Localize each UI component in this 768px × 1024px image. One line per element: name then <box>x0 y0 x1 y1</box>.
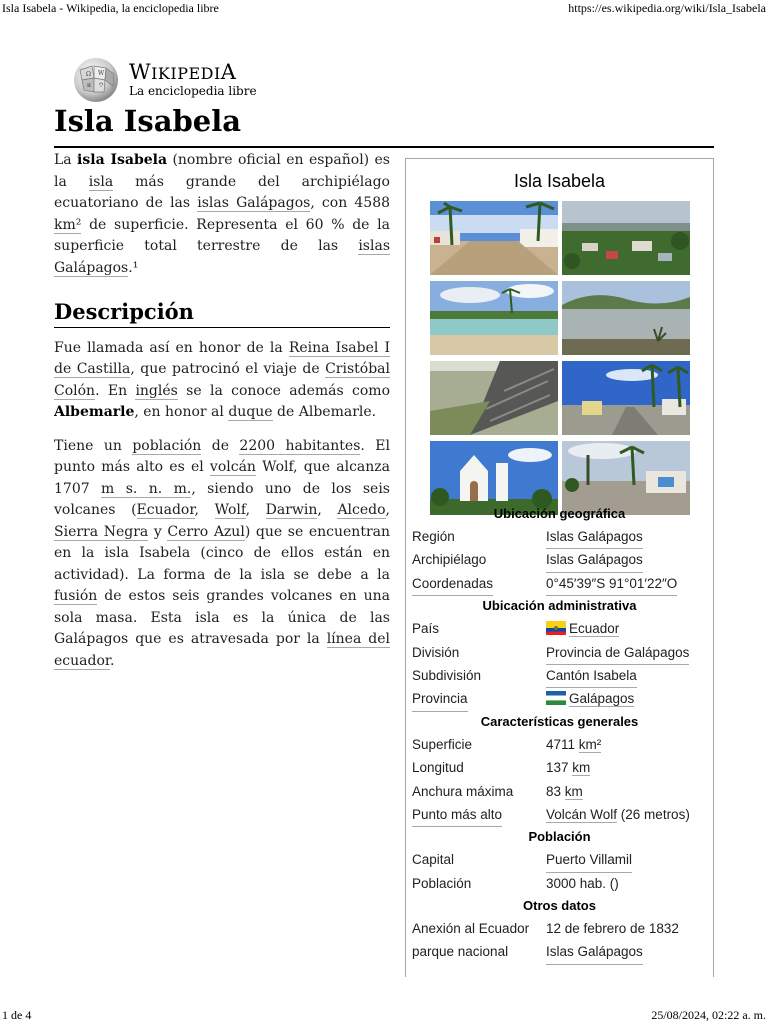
infobox-row-longitud: Longitud 137 km <box>412 760 591 776</box>
link-islas-galapagos-2[interactable]: islas Galápagos <box>54 238 390 276</box>
link-darwin[interactable]: Darwin <box>265 502 318 518</box>
infobox-title: Isla Isabela <box>513 171 606 191</box>
print-page-number: 1 de 4 <box>2 1008 32 1022</box>
link-km2-superficie[interactable]: km² <box>578 736 602 752</box>
wikipedia-globe-icon <box>72 56 120 104</box>
infobox-row-capital: Capital Puerto Villamil <box>406 848 713 871</box>
link-coordenadas[interactable]: 0°45′39″S 91°01′22″O <box>546 572 677 596</box>
infobox-row-pais: País Ecuador <box>412 621 620 637</box>
infobox-row-archipielago: Archipiélago Islas Galápagos <box>406 548 713 571</box>
print-header <box>0 0 768 16</box>
photo-town-aerial[interactable] <box>562 201 690 275</box>
link-volcan-wolf[interactable]: Volcán Wolf <box>546 806 618 822</box>
infobox-row-coordenadas <box>406 572 713 595</box>
print-page-title: Isla Isabela - Wikipedia, la enciclopedia libre <box>2 1 219 15</box>
photo-town-street-image <box>562 361 690 435</box>
photo-stone-wall[interactable] <box>430 361 558 435</box>
photo-town-aerial-image <box>562 201 690 275</box>
photo-street-palms-image <box>430 201 558 275</box>
svg-text:Ω: Ω <box>86 71 91 78</box>
link-linea-ecuador[interactable]: línea del ecuador <box>54 631 390 669</box>
svg-text:W: W <box>98 70 105 77</box>
section-heading-descripcion: Descripción <box>54 301 390 328</box>
link-volcan[interactable]: volcán <box>209 459 256 475</box>
link-habitantes[interactable]: 2200 habitantes <box>239 437 361 454</box>
link-galapagos[interactable]: Galápagos <box>569 691 635 707</box>
link-region[interactable]: Islas Galápagos <box>546 525 643 549</box>
description-paragraph-1: Fue llamada así en honor de la Reina Isabel I de Castilla, que patrocinó el viaje de Cristóbal Colón. En inglés se la conoce además como Albemarle, en honor al duque de Albemarle. <box>54 339 391 420</box>
link-km2[interactable]: km² <box>54 216 82 233</box>
photo-town-street[interactable] <box>562 361 690 435</box>
infobox-row-poblacion: Población 3000 hab. () <box>412 875 619 891</box>
photo-beach-lagoon-image <box>430 281 558 355</box>
link-ingles[interactable]: inglés <box>135 382 178 399</box>
galapagos-flag-icon <box>546 691 566 705</box>
link-parque-nacional[interactable]: Islas Galápagos <box>546 940 643 964</box>
print-url: https://es.wikipedia.org/wiki/Isla_Isabela <box>568 1 766 15</box>
infobox-data <box>406 503 713 964</box>
infobox-row-anexion: Anexión al Ecuador 12 de febrero de 1832 <box>412 921 679 937</box>
wikipedia-tagline: La enciclopedia libre <box>129 84 257 98</box>
article-body <box>54 150 390 684</box>
infobox-row-punto-mas-alto: Punto más alto Volcán Wolf (26 metros) <box>406 803 713 826</box>
infobox-row-parque: parque nacional Islas Galápagos <box>406 940 713 963</box>
print-footer <box>0 1008 768 1024</box>
infobox-header-geografica: Ubicación geográfica <box>493 506 626 521</box>
infobox-row-subdivision: Subdivisión Cantón Isabela <box>406 664 713 687</box>
infobox-header-caracteristicas: Características generales <box>480 713 639 729</box>
link-archipielago[interactable]: Islas Galápagos <box>546 548 643 572</box>
link-islas-galapagos[interactable]: islas Galápagos <box>197 195 311 211</box>
link-coordenadas-label[interactable]: Coordenadas <box>412 572 493 596</box>
link-puerto-villamil[interactable]: Puerto Villamil <box>546 848 632 872</box>
link-km-longitud[interactable]: km <box>572 760 591 776</box>
infobox-row-region: Región Islas Galápagos <box>406 525 713 548</box>
link-provincia-label[interactable]: Provincia <box>412 687 468 711</box>
link-km-anchura[interactable]: km <box>564 783 583 799</box>
print-datetime: 25/08/2024, 02:22 a. m. <box>651 1008 766 1022</box>
infobox-header-otros: Otros datos <box>523 898 596 914</box>
link-wolf[interactable]: Wolf <box>214 502 246 518</box>
infobox-row-anchura: Anchura máxima 83 km <box>412 783 583 799</box>
link-punto-mas-alto[interactable]: Punto más alto <box>412 803 502 827</box>
infobox-row-division: División Provincia de Galápagos <box>406 641 713 664</box>
link-poblacion[interactable]: población <box>132 437 202 454</box>
link-isla[interactable]: isla <box>88 173 114 190</box>
link-canton-isabela[interactable]: Cantón Isabela <box>546 664 637 688</box>
page-title: Isla Isabela <box>54 104 242 138</box>
link-cristobal-colon[interactable]: Cristóbal Colón <box>54 361 390 399</box>
infobox-row-superficie: Superficie 4711 km² <box>412 736 602 752</box>
description-paragraph-2: Tiene un población de 2200 habitantes. El punto más alto es el volcán Wolf, que alcanza 1707 m s. n. m., siendo uno de los seis volcanes (Ecuador, Wolf, Darwin, Alcedo, Sierra Negra y Cerro Azul) que se encuentran en la isla Isabela (cinco de ellos están en actividad). La forma de la isla se debe a la fusión de estos seis grandes volcanes en una sola masa. Esta isla es la única de las Galápagos que es atravesada por la línea del ecuador. <box>54 437 391 669</box>
svg-text:ウ: ウ <box>98 82 105 89</box>
wikipedia-logo[interactable] <box>72 56 272 104</box>
photo-stone-wall-image <box>430 361 558 435</box>
infobox-header-administrativa: Ubicación administrativa <box>482 598 637 614</box>
link-cerro-azul[interactable]: Cerro Azul <box>167 523 245 540</box>
link-sierra-negra[interactable]: Sierra Negra <box>54 523 149 540</box>
link-ecuador-volcan[interactable]: Ecuador <box>136 502 195 518</box>
infobox-photo-gallery <box>430 201 690 501</box>
ecuador-flag-icon <box>546 621 566 635</box>
photo-beach-lagoon[interactable] <box>430 281 558 355</box>
wikipedia-wordmark: WIKIPEDIA <box>129 60 237 84</box>
link-duque[interactable]: duque <box>228 404 273 420</box>
infobox-row-provincia <box>406 687 713 710</box>
link-provincia-galapagos[interactable]: Provincia de Galápagos <box>546 641 689 665</box>
svg-text:и: и <box>87 82 91 89</box>
infobox-header-poblacion: Población <box>528 829 591 845</box>
infobox <box>405 158 714 977</box>
link-reina-isabel[interactable]: Reina Isabel I de Castilla <box>54 339 390 377</box>
intro-paragraph: La isla Isabela (nombre oficial en español) es la isla más grande del archipiélago ecuatoriano de las islas Galápagos, con 4588 km² de superficie. Representa el 60 % de la superficie total terrestre de las islas Galápagos.¹ <box>54 152 391 276</box>
title-divider <box>54 146 714 148</box>
photo-lagoon-hills[interactable] <box>562 281 690 355</box>
link-ecuador[interactable]: Ecuador <box>569 621 620 637</box>
link-msnm[interactable]: m s. n. m. <box>101 480 192 497</box>
link-alcedo[interactable]: Alcedo <box>337 502 386 518</box>
photo-street-palms[interactable] <box>430 201 558 275</box>
link-fusion[interactable]: fusión <box>54 588 98 604</box>
photo-lagoon-hills-image <box>562 281 690 355</box>
